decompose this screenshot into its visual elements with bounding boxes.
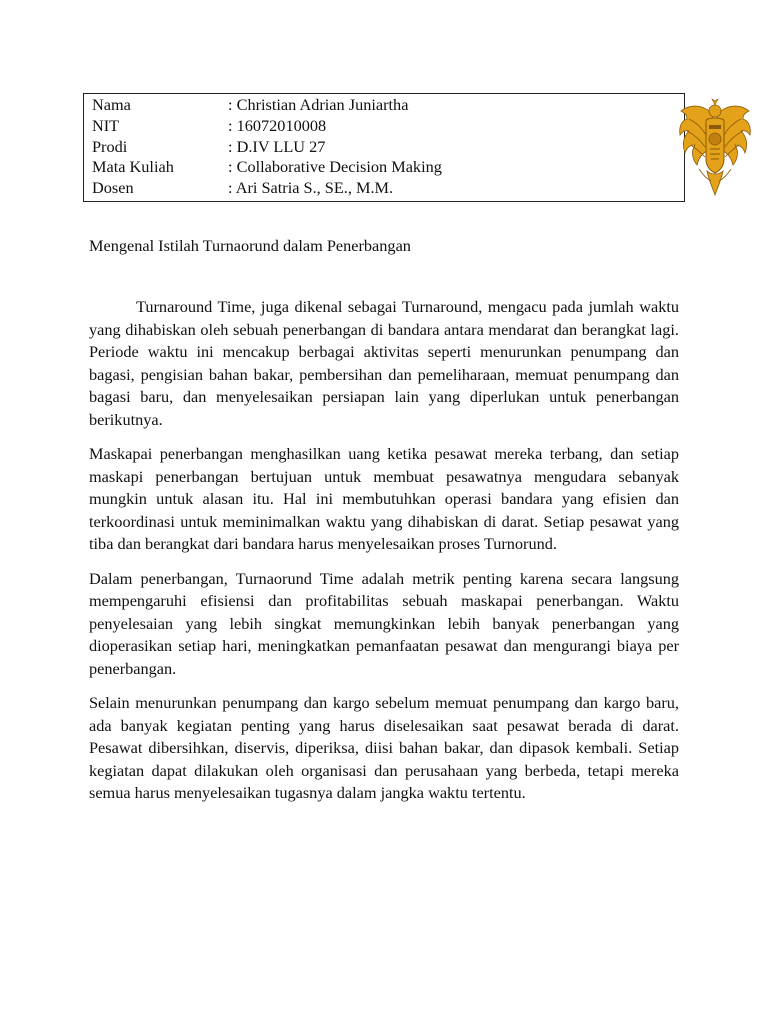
paragraph: Dalam penerbangan, Turnaorund Time adalah metrik penting karena secara langsung mempengaruhi efisiensi dan profitabilitas sebuah maskapai penerbangan. Waktu penyelesaian yang lebih singkat memungkinkan lebih banyak penerbangan yang dioperasikan setiap hari, meningkatkan pemanfaatan pesawat dan mengurangi biaya per penerbangan. <box>89 568 679 678</box>
info-row-mata-kuliah <box>92 157 442 178</box>
emblem-tail <box>707 171 723 195</box>
document-title: Mengenal Istilah Turnaorund dalam Penerbangan <box>89 236 411 255</box>
document-body <box>89 296 679 817</box>
info-label: Prodi <box>92 136 128 156</box>
info-label: Mata Kuliah <box>92 157 174 177</box>
info-value: : Ari Satria S., SE., M.M. <box>228 178 394 198</box>
paragraph: Maskapai penerbangan menghasilkan uang ketika pesawat mereka terbang, dan setiap maskapi penerbangan bertujuan untuk membuat pesawatnya mengudara sebanyak mungkin untuk alasan itu. Hal ini membutuhkan operasi bandara yang efisien dan terkoordinasi untuk meminimalkan waktu yang dihabiskan di darat. Setiap pesawat yang tiba dan berangkat dari bandara harus menyelesaikan proses Turnorund. <box>89 444 679 553</box>
info-value: : Christian Adrian Juniartha <box>228 95 409 114</box>
info-row-nama <box>92 95 442 116</box>
student-info-box <box>83 93 685 202</box>
info-value: : 16072010008 <box>228 115 327 135</box>
info-value: : D.IV LLU 27 <box>228 136 326 156</box>
info-row-dosen <box>92 178 442 199</box>
info-label: NIT <box>92 115 120 135</box>
garuda-emblem-icon <box>677 97 753 197</box>
student-info-table <box>92 95 442 199</box>
info-value: : Collaborative Decision Making <box>228 157 442 177</box>
info-label: Nama <box>92 95 131 114</box>
paragraph: Turnaround Time, juga dikenal sebagai Turnaround, mengacu pada jumlah waktu yang dihabiskan oleh sebuah penerbangan di bandara antara mendarat dan berangkat lagi. Periode waktu ini mencakup berbagai aktivitas seperti menurunkan penumpang dan bagasi, pengisian bahan bakar, pembersihan dan pemeliharaan, memuat penumpang dan bagasi baru, dan menyelesaikan persiapan lain yang diperlukan untuk penerbangan berikutnya. <box>89 297 679 429</box>
paragraph: Selain menurunkan penumpang dan kargo sebelum memuat penumpang dan kargo baru, ada banyak kegiatan penting yang harus diselesaikan saat pesawat berada di darat. Pesawat dibersihkan, diservis, diperiksa, diisi bahan bakar, dan dipasok kembali. Setiap kegiatan dapat dilakukan oleh organisasi dan perusahaan yang berbeda, tetapi mereka semua harus menyelesaikan tugasnya dalam jangka waktu tertentu. <box>89 693 679 802</box>
emblem-head <box>709 105 721 117</box>
info-row-nit <box>92 116 442 137</box>
info-row-prodi <box>92 137 442 158</box>
info-label: Dosen <box>92 178 134 198</box>
